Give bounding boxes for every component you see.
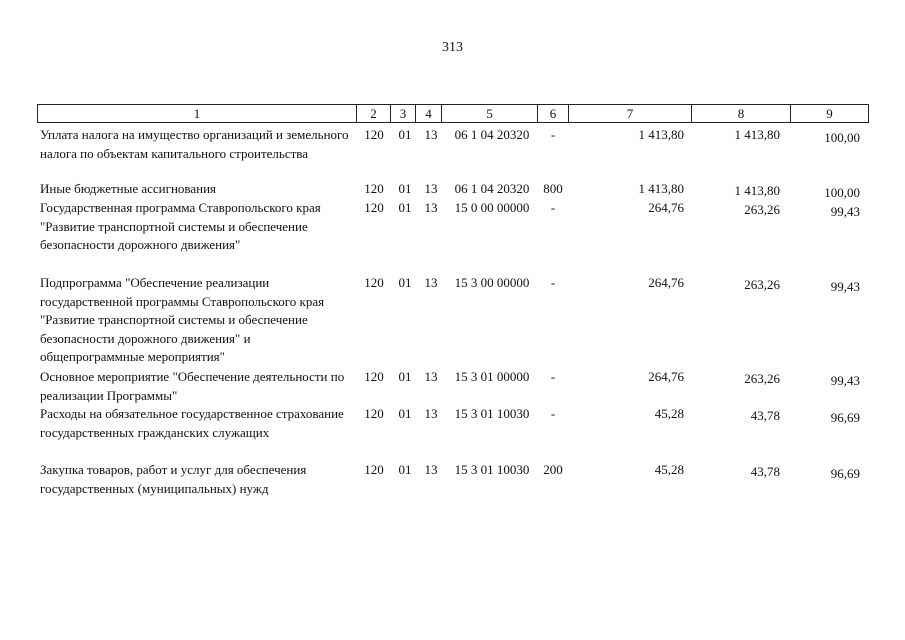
row-col-9: 100,00 [824,130,860,145]
row-col-5: 15 3 00 00000 [454,275,530,290]
row-col-6: 800 [543,181,563,196]
row-name: Расходы на обязательное государственное страхование государственных гражданских служащих [40,406,344,440]
header-col-4: 4 [415,105,441,122]
row-col-7: 45,28 [654,406,684,421]
header-col-9: 9 [790,105,868,122]
row-col-7: 264,76 [648,275,684,290]
row-col-6: 200 [543,462,563,477]
row-col-9: 99,43 [830,373,860,388]
row-col-8: 263,26 [744,202,780,217]
row-col-4: 13 [424,369,438,384]
row-col-9: 96,69 [830,466,860,481]
row-col-3: 01 [398,181,412,196]
row-name: Государственная программа Ставропольского края "Развитие транспортной системы и обеспечение безопасности дорожного движения" [40,200,321,252]
row-col-4: 13 [424,127,438,142]
row-col-2: 120 [364,406,384,421]
row-col-9: 96,69 [830,410,860,425]
row-col-6: - [550,275,556,290]
row-col-5: 06 1 04 20320 [454,127,530,142]
row-name: Уплата налога на имущество организаций и земельного налога по объектам капитального строительства [40,127,349,161]
row-col-4: 13 [424,406,438,421]
row-col-3: 01 [398,275,412,290]
row-col-5: 15 3 01 10030 [454,406,530,421]
row-col-6: - [550,200,556,215]
row-col-7: 264,76 [648,369,684,384]
row-col-3: 01 [398,369,412,384]
row-col-9: 99,43 [830,204,860,219]
header-col-6: 6 [537,105,568,122]
row-col-5: 15 3 01 10030 [454,462,530,477]
row-col-6: - [550,406,556,421]
header-col-2: 2 [356,105,390,122]
row-col-9: 100,00 [824,185,860,200]
row-col-2: 120 [364,369,384,384]
row-name: Подпрограмма "Обеспечение реализации государственной программы Ставропольского края "Развитие транспортной системы и обеспечение безопасности дорожного движения" и общепрограммные мероприятия" [40,275,325,364]
row-col-7: 45,28 [654,462,684,477]
header-col-5: 5 [441,105,537,122]
header-col-1: 1 [193,106,201,121]
row-col-5: 06 1 04 20320 [454,181,530,196]
row-col-5: 15 0 00 00000 [454,200,530,215]
page-number: 313 [442,40,463,55]
row-col-2: 120 [364,200,384,215]
row-col-2: 120 [364,127,384,142]
row-col-9: 99,43 [830,279,860,294]
row-col-8: 263,26 [744,277,780,292]
table-header [37,104,869,123]
row-col-7: 1 413,80 [638,181,684,196]
row-col-7: 264,76 [648,200,684,215]
row-name: Основное мероприятие "Обеспечение деятельности по реализации Программы" [40,369,345,403]
row-col-2: 120 [364,462,384,477]
row-col-8: 43,78 [750,408,780,423]
row-col-3: 01 [398,462,412,477]
row-col-4: 13 [424,181,438,196]
row-col-3: 01 [398,406,412,421]
row-col-3: 01 [398,200,412,215]
row-col-3: 01 [398,127,412,142]
row-col-8: 43,78 [750,464,780,479]
row-col-2: 120 [364,275,384,290]
header-col-3: 3 [390,105,415,122]
row-col-2: 120 [364,181,384,196]
header-col-7: 7 [568,105,691,122]
header-col-8: 8 [691,105,790,122]
row-col-5: 15 3 01 00000 [454,369,530,384]
row-name: Закупка товаров, работ и услуг для обеспечения государственных (муниципальных) нужд [40,462,307,496]
row-col-8: 263,26 [744,371,780,386]
row-col-4: 13 [424,275,438,290]
row-col-7: 1 413,80 [638,127,684,142]
row-col-8: 1 413,80 [734,183,780,198]
row-col-6: - [550,369,556,384]
row-col-8: 1 413,80 [734,127,780,142]
row-col-6: - [550,127,556,142]
row-col-4: 13 [424,462,438,477]
row-name: Иные бюджетные ассигнования [40,181,217,196]
row-col-4: 13 [424,200,438,215]
